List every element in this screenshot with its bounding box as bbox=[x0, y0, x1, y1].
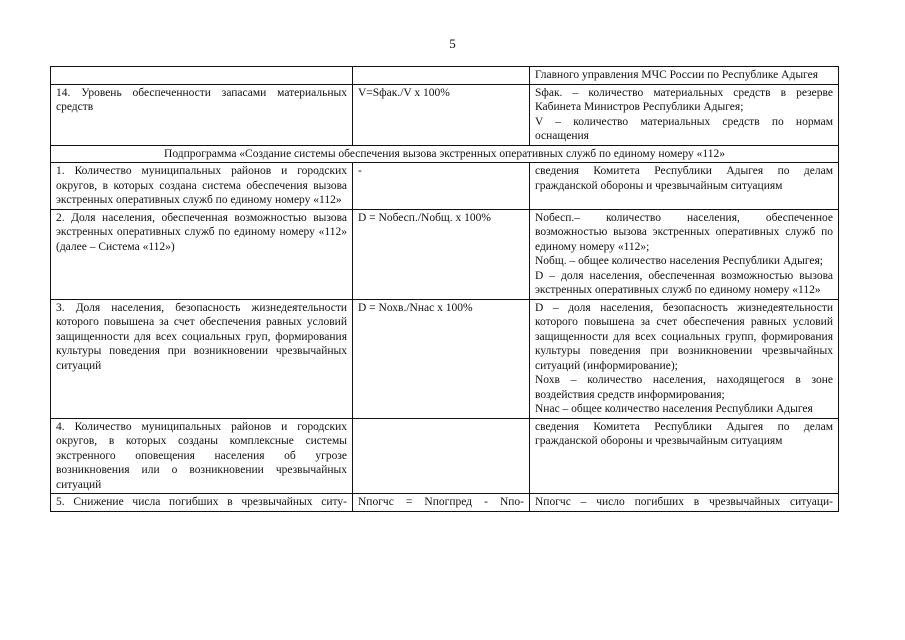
table-row bbox=[51, 84, 839, 145]
indicators-table bbox=[50, 66, 839, 512]
indicator-cell: 14. Уровень обеспеченности запасами материальных средств bbox=[51, 84, 353, 145]
formula-cell: D = Nобесп./Nобщ. x 100% bbox=[353, 209, 530, 299]
indicator-cell: 1. Количество муниципальных районов и городских округов, в которых создана система обеспечения вызова экстренных оперативных служб по единому номеру «112» bbox=[51, 163, 353, 210]
source-cell bbox=[530, 209, 839, 299]
indicator-cell: 4. Количество муниципальных районов и городских округов, в которых созданы комплексные системы экстренного оповещения населения об угрозе возникновения или о возникновении чрезвычайных ситуаций bbox=[51, 418, 353, 494]
source-cell bbox=[530, 84, 839, 145]
page-number: 5 bbox=[449, 36, 456, 51]
formula-cell: Nпогчс = Nпогпред - Nпо- bbox=[353, 494, 530, 512]
source-line: Nобщ. – общее количество населения Республики Адыгея; bbox=[535, 255, 823, 267]
indicator-cell bbox=[51, 67, 353, 85]
indicator-cell: 3. Доля населения, безопасность жизнедеятельности которого повышена за счет обеспечения равных условий защищенности для всех социальных груп, формирования культуры поведения при возникновении чрезвычайных ситуаций bbox=[51, 299, 353, 418]
formula-cell: D = Nохв./Nнас x 100% bbox=[353, 299, 530, 418]
indicator-cell: 2. Доля населения, обеспеченная возможностью вызова экстренных оперативных служб по единому номеру «112» (далее – Система «112») bbox=[51, 209, 353, 299]
source-cell: Nпогчс – число погибших в чрезвычайных ситуаци- bbox=[530, 494, 839, 512]
subprogram-title: Подпрограмма «Создание системы обеспечения вызова экстренных оперативных служб по единому номеру «112» bbox=[51, 145, 839, 163]
table-row bbox=[51, 67, 839, 85]
formula-cell bbox=[353, 418, 530, 494]
table-row bbox=[51, 209, 839, 299]
table-row bbox=[51, 163, 839, 210]
source-line: D – доля населения, безопасность жизнедеятельности которого повышена за счет обеспечения равных условий защищенности для всех социальных групп, формирования культуры поведения при возникновении чрезвычайных ситуаций (информирование); bbox=[535, 301, 833, 372]
source-line: D – доля населения, обеспеченная возможностью вызова экстренных оперативных служб по единому номеру «112» bbox=[535, 269, 833, 296]
source-line: V – количество материальных средств по нормам оснащения bbox=[535, 115, 833, 142]
table-row bbox=[51, 418, 839, 494]
source-cell: сведения Комитета Республики Адыгея по делам гражданской обороны и чрезвычайным ситуациям bbox=[530, 418, 839, 494]
source-cell: сведения Комитета Республики Адыгея по делам гражданской обороны и чрезвычайным ситуациям bbox=[530, 163, 839, 210]
table-row bbox=[51, 299, 839, 418]
source-line: Nохв – количество населения, находящегося в зоне воздействия средств информирования; bbox=[535, 374, 833, 401]
section-row bbox=[51, 145, 839, 163]
source-line: Sфак. – количество материальных средств в резерве Кабинета Министров Республики Адыгея; bbox=[535, 86, 833, 113]
indicator-cell: 5. Снижение числа погибших в чрезвычайных ситу- bbox=[51, 494, 353, 512]
formula-cell: V=Sфак./V x 100% bbox=[353, 84, 530, 145]
formula-cell bbox=[353, 67, 530, 85]
source-cell bbox=[530, 299, 839, 418]
table-row bbox=[51, 494, 839, 512]
source-line: Nобесп.– количество населения, обеспеченное возможностью вызова экстренных оперативных служб по единому номеру «112»; bbox=[535, 211, 833, 253]
formula-cell: - bbox=[353, 163, 530, 210]
source-cell: Главного управления МЧС России по Республике Адыгея bbox=[530, 67, 839, 85]
source-line: Nнас – общее количество населения Республики Адыгея bbox=[535, 403, 813, 415]
